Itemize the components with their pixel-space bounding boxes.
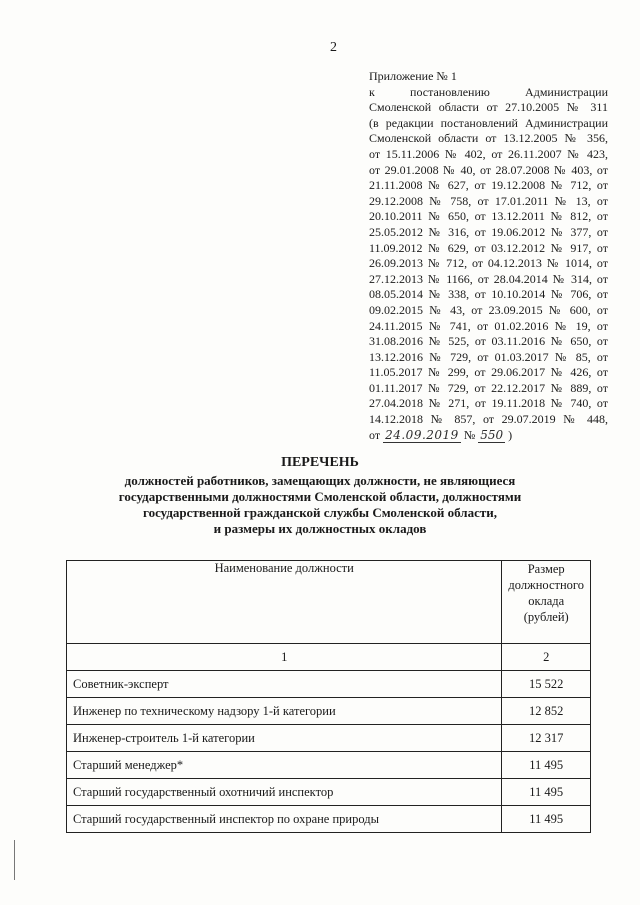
appendix-closing-paren: ) <box>508 427 513 442</box>
appendix-number-sign: № <box>463 427 476 442</box>
appendix-line: 14.12.2018 № 857, от 29.07.2019 № 448, <box>369 412 608 427</box>
title-line: и размеры их должностных окладов <box>213 521 427 536</box>
appendix-line: 13.12.2016 № 729, от 01.03.2017 № 85, от <box>369 349 608 364</box>
document-title <box>60 455 580 537</box>
appendix-line: Смоленской области от 13.12.2005 № 356, <box>369 131 608 146</box>
appendix-line: Приложение № 1 <box>369 69 457 83</box>
table-header-row <box>67 561 591 644</box>
salary-value: 11 495 <box>502 779 591 806</box>
appendix-line: 01.11.2017 № 729, от 22.12.2017 № 889, от <box>369 380 608 395</box>
column-number: 1 <box>67 644 502 671</box>
appendix-line: 24.11.2015 № 741, от 01.02.2016 № 19, от <box>369 318 608 333</box>
appendix-line: 26.09.2013 № 712, от 04.12.2013 № 1014, от <box>369 256 608 271</box>
table-row <box>67 806 591 833</box>
appendix-line: 29.12.2008 № 758, от 17.01.2011 № 13, от <box>369 193 608 208</box>
appendix-line: Смоленской области от 27.10.2005 № 311 <box>369 100 608 115</box>
title-line: государственной гражданской службы Смоленской области, <box>143 505 497 520</box>
salary-value: 12 317 <box>502 725 591 752</box>
appendix-line: к постановлению Администрации <box>369 84 608 99</box>
page-number: 2 <box>330 40 337 55</box>
position-name: Инженер по техническому надзору 1-й категории <box>67 698 502 725</box>
appendix-line: 20.10.2011 № 650, от 13.12.2011 № 812, от <box>369 209 608 224</box>
positions-table <box>66 560 591 833</box>
salary-value: 12 852 <box>502 698 591 725</box>
position-name: Старший государственный инспектор по охране природы <box>67 806 502 833</box>
appendix-line: 11.09.2012 № 629, от 03.12.2012 № 917, от <box>369 240 608 255</box>
header-salary-line: Размер <box>527 562 565 576</box>
appendix-line: 09.02.2015 № 43, от 23.09.2015 № 600, от <box>369 302 608 317</box>
table-row <box>67 671 591 698</box>
salary-value: 15 522 <box>502 671 591 698</box>
appendix-line: 31.08.2016 № 525, от 03.11.2016 № 650, от <box>369 334 608 349</box>
column-number: 2 <box>502 644 591 671</box>
title-line: должностей работников, замещающих должности, не являющиеся <box>124 473 516 488</box>
header-salary-line: оклада <box>528 594 565 608</box>
table-row <box>67 779 591 806</box>
appendix-line: 27.12.2013 № 1166, от 28.04.2014 № 314, от <box>369 271 608 286</box>
header-salary-size <box>502 561 591 644</box>
position-name: Инженер-строитель 1-й категории <box>67 725 502 752</box>
appendix-line: 25.05.2012 № 316, от 19.06.2012 № 377, от <box>369 224 608 239</box>
handwritten-number: 550 <box>480 427 504 442</box>
position-name: Советник-эксперт <box>67 671 502 698</box>
title-heading: ПЕРЕЧЕНЬ <box>281 455 359 470</box>
position-name: Старший менеджер* <box>67 752 502 779</box>
appendix-line: от 15.11.2006 № 402, от 26.11.2007 № 423, <box>369 146 608 161</box>
table-row <box>67 698 591 725</box>
header-salary-line: (рублей) <box>523 610 569 624</box>
appendix-line: 27.04.2018 № 271, от 19.11.2018 № 740, от <box>369 396 608 411</box>
appendix-last-line <box>369 428 608 444</box>
appendix-line: (в редакции постановлений Администрации <box>369 115 608 130</box>
appendix-line: 11.05.2017 № 299, от 29.06.2017 № 426, от <box>369 365 608 380</box>
appendix-line: от 29.01.2008 № 40, от 28.07.2008 № 403, от <box>369 162 608 177</box>
position-name: Старший государственный охотничий инспектор <box>67 779 502 806</box>
appendix-line: 21.11.2008 № 627, от 19.12.2008 № 712, от <box>369 178 608 193</box>
column-number-row <box>67 644 591 671</box>
handwritten-date: 24.09.2019 <box>385 427 459 442</box>
table-row <box>67 752 591 779</box>
header-position-name: Наименование должности <box>67 561 502 644</box>
title-line: государственными должностями Смоленской области, должностями <box>118 489 522 504</box>
salary-value: 11 495 <box>502 752 591 779</box>
appendix-line: 08.05.2014 № 338, от 10.10.2014 № 706, от <box>369 287 608 302</box>
appendix-block <box>369 69 608 443</box>
table-row <box>67 725 591 752</box>
margin-scan-mark <box>14 840 15 880</box>
salary-value: 11 495 <box>502 806 591 833</box>
header-salary-line: должностного <box>508 578 584 592</box>
appendix-last-prefix: от <box>369 427 381 442</box>
